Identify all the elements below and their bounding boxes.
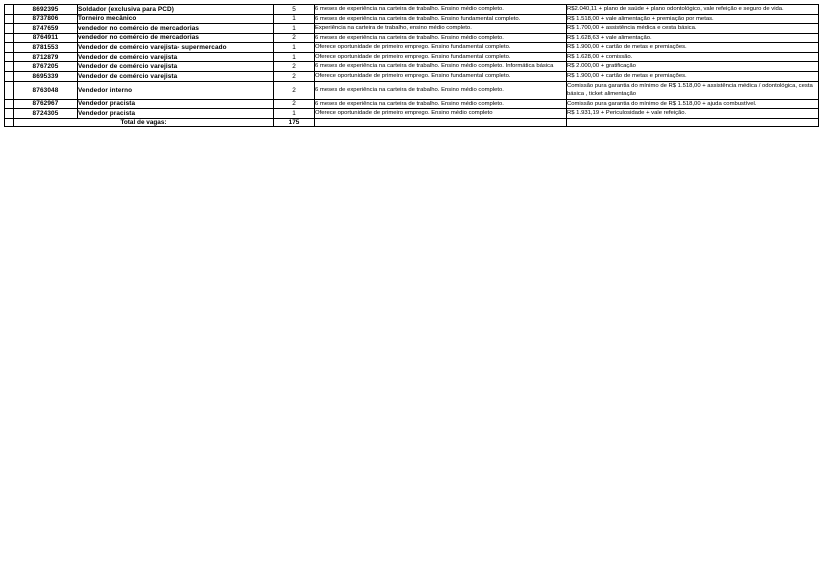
row-margin-cell <box>5 81 14 99</box>
table-row <box>5 99 819 109</box>
table-row <box>5 52 819 62</box>
row-margin-cell <box>5 33 14 43</box>
vacancy-requirements: Experiência na carteira de trabalho, ensino médio completo. <box>315 24 567 34</box>
vacancy-benefits: R$ 1.900,00 + cartão de metas e premiações. <box>567 71 819 81</box>
table-row <box>5 43 819 53</box>
vacancy-code: 8737806 <box>14 14 78 24</box>
row-margin-cell <box>5 109 14 119</box>
vacancy-title: Vendedor de comércio varejista <box>78 71 274 81</box>
vacancy-title: vendedor no comércio de mercadorias <box>78 33 274 43</box>
vacancy-benefits: R$ 2.000,00 + gratificação <box>567 62 819 72</box>
vacancy-title: Vendedor de comércio varejista- supermercado <box>78 43 274 53</box>
vacancy-requirements: 6 meses de experiência na carteira de trabalho. Ensino médio completo. <box>315 33 567 43</box>
total-blank-requirements <box>315 118 567 126</box>
row-margin-cell <box>5 5 14 15</box>
vacancy-code: 8712879 <box>14 52 78 62</box>
vacancy-benefits: R$ 1.518,00 + vale alimentação + premiação por metas. <box>567 14 819 24</box>
vacancy-code: 8724305 <box>14 109 78 119</box>
vacancy-title: Vendedor pracista <box>78 109 274 119</box>
vacancy-requirements: Oferece oportunidade de primeiro emprego. Ensino fundamental completo. <box>315 71 567 81</box>
vacancy-quantity: 1 <box>274 14 315 24</box>
vacancy-quantity: 1 <box>274 52 315 62</box>
vacancy-quantity: 1 <box>274 24 315 34</box>
vacancy-title: Vendedor de comércio varejista <box>78 62 274 72</box>
row-margin-cell <box>5 24 14 34</box>
vacancy-code: 8762967 <box>14 99 78 109</box>
vacancy-title: Vendedor interno <box>78 81 274 99</box>
row-margin-cell <box>5 62 14 72</box>
vacancy-quantity: 2 <box>274 81 315 99</box>
vacancy-title: Vendedor pracista <box>78 99 274 109</box>
vacancy-code: 8764911 <box>14 33 78 43</box>
vacancy-title: Vendedor de comércio varejista <box>78 52 274 62</box>
row-margin-cell <box>5 14 14 24</box>
total-blank-benefits <box>567 118 819 126</box>
vacancy-title: vendedor no comércio de mercadorias <box>78 24 274 34</box>
vacancy-code: 8781553 <box>14 43 78 53</box>
vacancy-benefits: R$ 1.931,19 + Periculosidade + vale refeição. <box>567 109 819 119</box>
vacancy-requirements: Oferece oportunidade de primeiro emprego. Ensino médio completo <box>315 109 567 119</box>
vacancy-title: Soldador (exclusiva para PCD) <box>78 5 274 15</box>
table-total-row <box>5 118 819 126</box>
vacancy-quantity: 2 <box>274 99 315 109</box>
vacancy-benefits: R$ 1.628,00 + comissão. <box>567 52 819 62</box>
table-row <box>5 62 819 72</box>
row-margin-cell <box>5 52 14 62</box>
vacancy-quantity: 5 <box>274 5 315 15</box>
table-row <box>5 109 819 119</box>
vacancy-quantity: 2 <box>274 62 315 72</box>
vacancy-requirements: 6 meses de experiência na carteira de trabalho. Ensino médio completo. Informática básica <box>315 62 567 72</box>
vacancy-table-body <box>5 5 819 127</box>
vacancy-requirements: 6 meses de experiência na carteira de trabalho. Ensino fundamental completo. <box>315 14 567 24</box>
vacancy-benefits: Comissão pura garantia do mínimo de R$ 1.518,00 + assistência médica / odontológica, cesta básica , ticket alimentação <box>567 81 819 99</box>
vacancy-code: 8767205 <box>14 62 78 72</box>
row-margin-cell <box>5 71 14 81</box>
vacancy-code: 8692395 <box>14 5 78 15</box>
vacancy-code: 8695339 <box>14 71 78 81</box>
vacancy-quantity: 1 <box>274 109 315 119</box>
vacancy-title: Torneiro mecânico <box>78 14 274 24</box>
table-row <box>5 71 819 81</box>
vacancy-requirements: 6 meses de experiência na carteira de trabalho. Ensino médio completo. <box>315 99 567 109</box>
total-value: 175 <box>274 118 315 126</box>
table-row <box>5 14 819 24</box>
vacancy-requirements: 6 meses de experiência na carteira de trabalho. Ensino médio completo. <box>315 5 567 15</box>
vacancy-benefits: R$ 1.700,00 + assistência médica e cesta básica. <box>567 24 819 34</box>
vacancy-code: 8747659 <box>14 24 78 34</box>
row-margin-cell <box>5 118 14 126</box>
total-label: Total de vagas: <box>14 118 274 126</box>
table-row <box>5 81 819 99</box>
table-row <box>5 24 819 34</box>
vacancy-benefits: R$ 1.628,63 + vale alimentação. <box>567 33 819 43</box>
vacancy-benefits: R$ 1.900,00 + cartão de metas e premiações. <box>567 43 819 53</box>
vacancy-requirements: 6 meses de experiência na carteira de trabalho. Ensino médio completo. <box>315 81 567 99</box>
vacancy-quantity: 2 <box>274 33 315 43</box>
vacancy-code: 8763048 <box>14 81 78 99</box>
vacancy-benefits: Comissão pura garantia do mínimo de R$ 1.518,00 + ajuda combustível. <box>567 99 819 109</box>
vacancy-requirements: Oferece oportunidade de primeiro emprego. Ensino fundamental completo. <box>315 52 567 62</box>
table-row <box>5 33 819 43</box>
vacancy-benefits: R$2.040,11 + plano de saúde + plano odontológico, vale refeição e seguro de vida. <box>567 5 819 15</box>
vacancy-requirements: Oferece oportunidade de primeiro emprego. Ensino fundamental completo. <box>315 43 567 53</box>
row-margin-cell <box>5 99 14 109</box>
vacancy-quantity: 2 <box>274 71 315 81</box>
table-row <box>5 5 819 15</box>
vacancy-quantity: 1 <box>274 43 315 53</box>
vacancy-table <box>4 4 819 127</box>
row-margin-cell <box>5 43 14 53</box>
document-page <box>0 4 820 584</box>
